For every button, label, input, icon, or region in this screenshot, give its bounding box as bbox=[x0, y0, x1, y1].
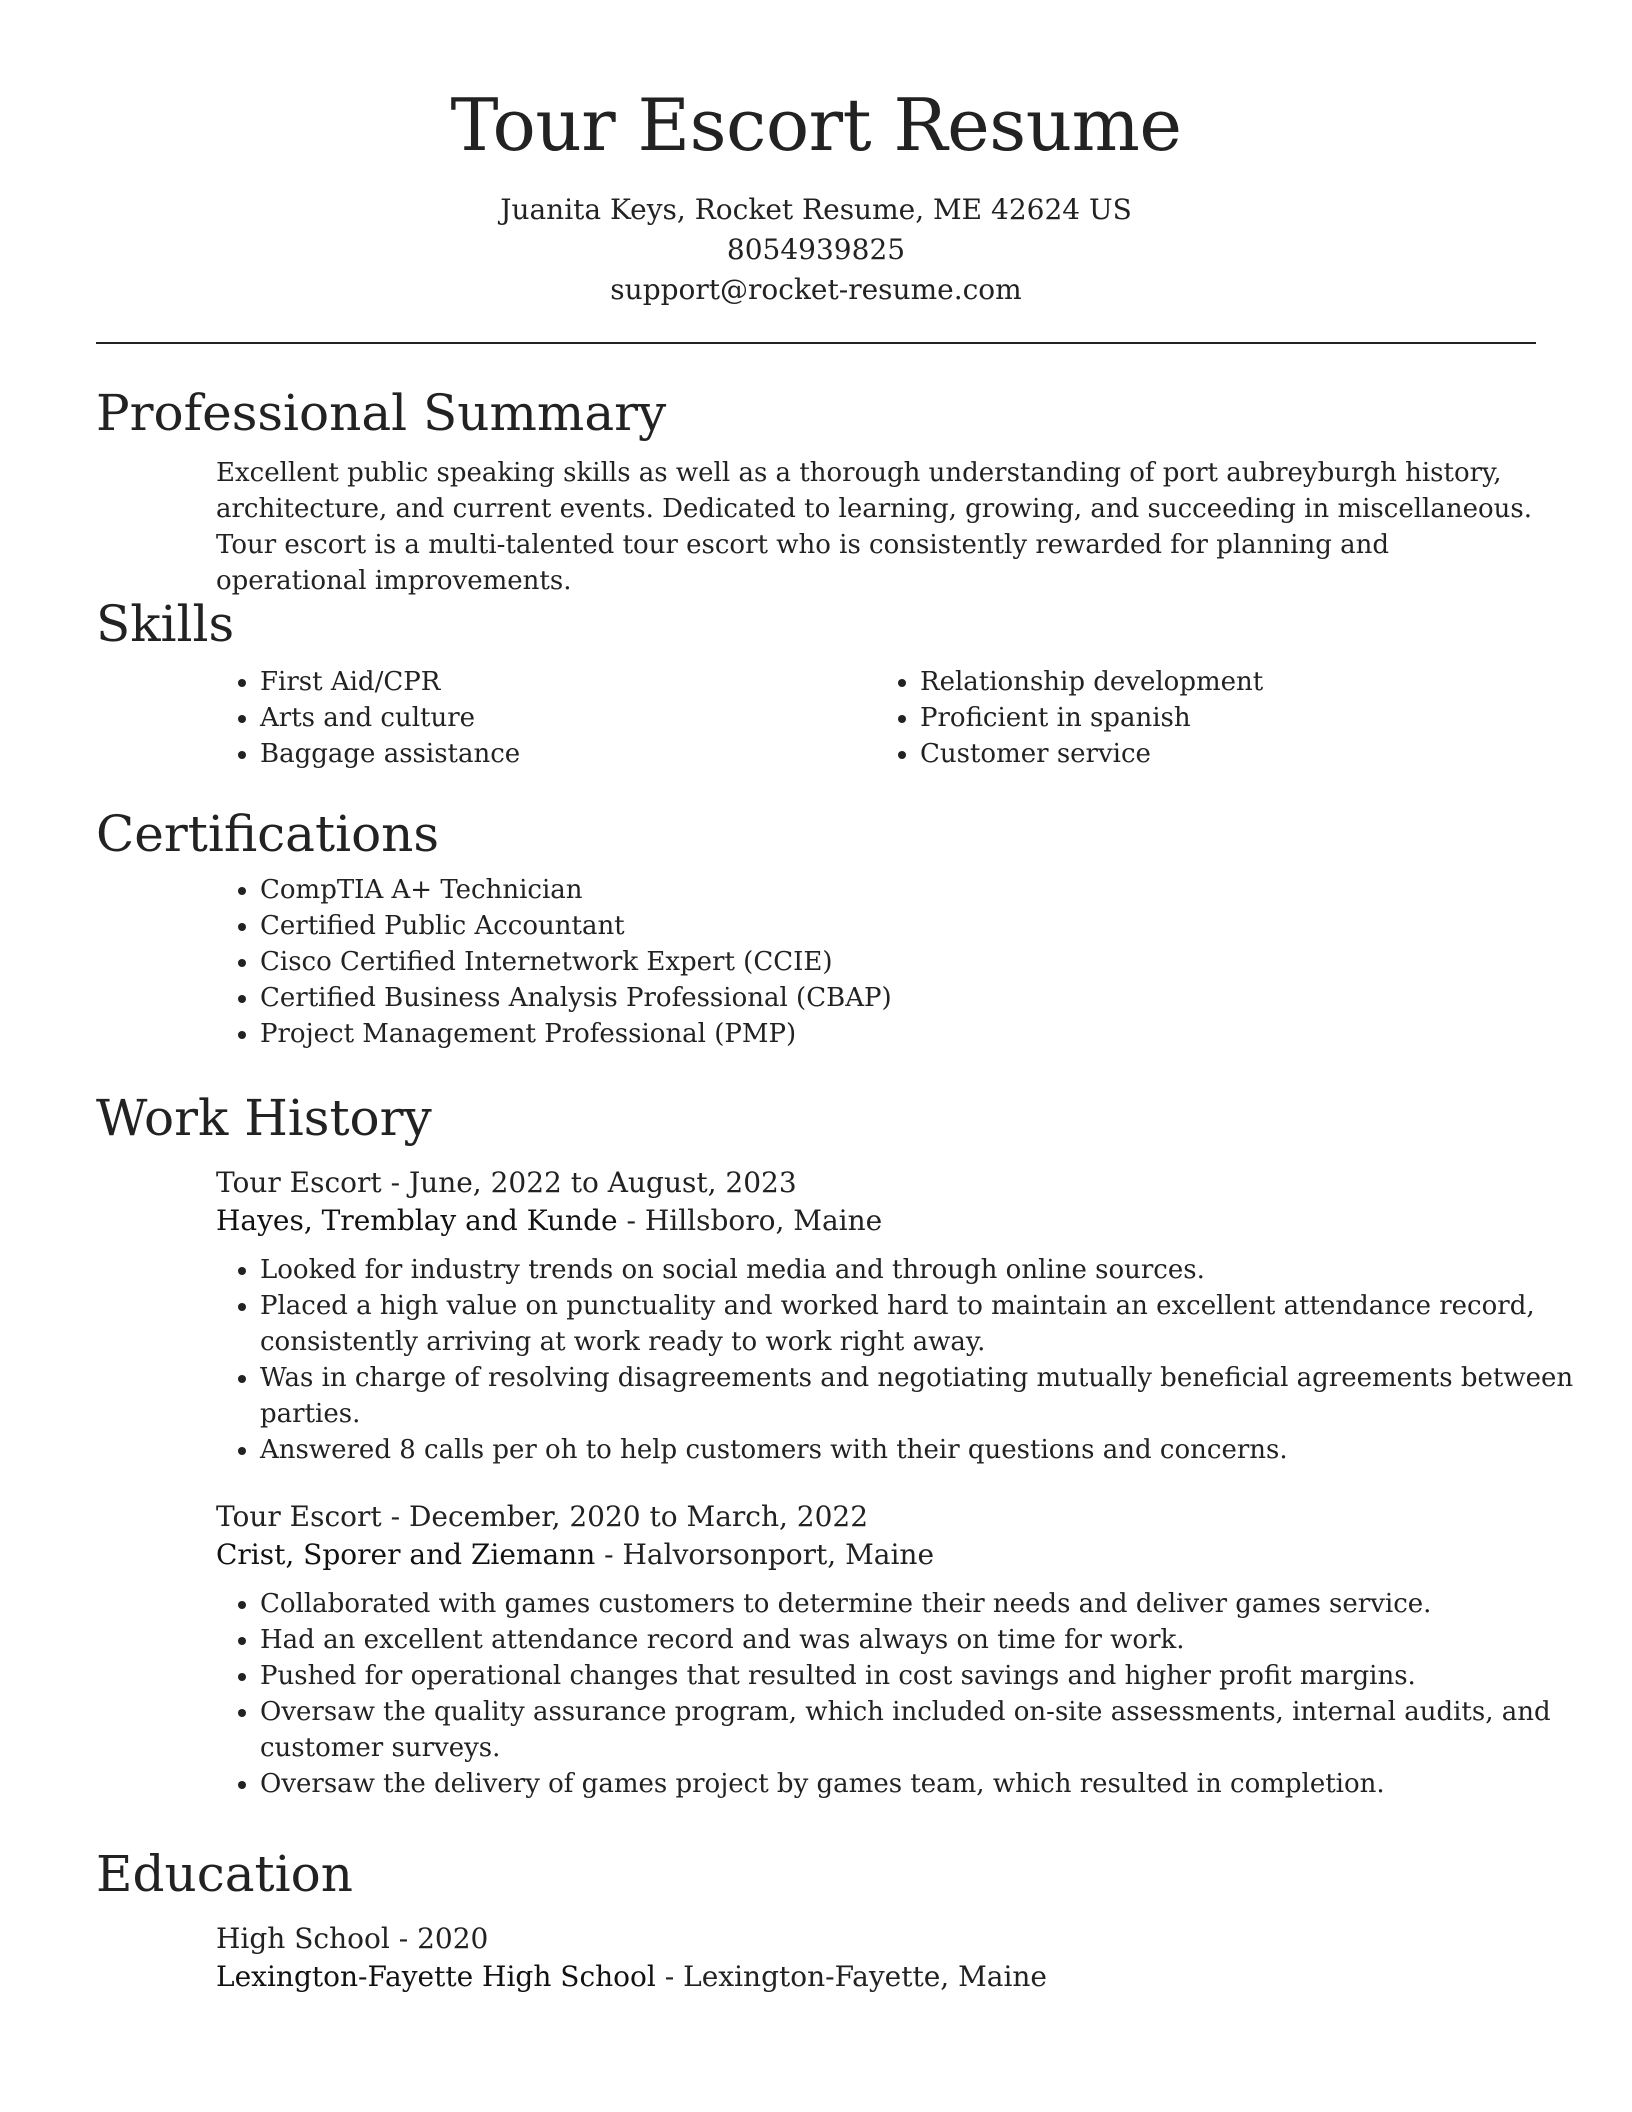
skills-section bbox=[96, 594, 1536, 772]
job-bullets bbox=[216, 1586, 1580, 1802]
job-entry bbox=[216, 1498, 1551, 1802]
job-company: Crist, Sporer and Ziemann bbox=[216, 1538, 596, 1571]
certifications-section bbox=[96, 804, 1536, 1052]
skills-list-left bbox=[216, 664, 876, 772]
skill-item: • Baggage assistance bbox=[260, 736, 876, 772]
job-bullets bbox=[216, 1252, 1580, 1468]
education-school: Lexington-Fayette High School bbox=[216, 1960, 656, 1993]
job-title: Tour Escort bbox=[216, 1166, 382, 1199]
contact-info bbox=[0, 190, 1632, 310]
certification-item: • Project Management Professional (PMP) bbox=[260, 1016, 1536, 1052]
job-bullet: • Was in charge of resolving disagreements and negotiating mutually beneficial agreements between parties. bbox=[260, 1360, 1580, 1432]
job-bullet: • Looked for industry trends on social media and through online sources. bbox=[260, 1252, 1580, 1288]
education-year: 2020 bbox=[417, 1922, 489, 1955]
education-degree-line: High School - 2020 bbox=[216, 1922, 489, 1955]
job-bullet: • Oversaw the quality assurance program, which included on-site assessments, internal audits, and customer surveys. bbox=[260, 1694, 1580, 1766]
summary-text: Excellent public speaking skills as well as a thorough understanding of port aubreyburgh history, architecture, and current events. Dedicated to learning, growing, and succeeding in miscellaneous. Tour escort is a multi-talented tour escort who is consistently rewarded for planning and operational improvements. bbox=[216, 458, 1532, 596]
job-company: Hayes, Tremblay and Kunde bbox=[216, 1204, 618, 1237]
education-location: Lexington-Fayette, Maine bbox=[683, 1960, 1048, 1993]
contact-address: Juanita Keys, Rocket Resume, ME 42624 US bbox=[500, 193, 1132, 226]
skill-item: • Customer service bbox=[920, 736, 1536, 772]
job-dates: June, 2022 to August, 2023 bbox=[408, 1166, 797, 1199]
job-entry bbox=[216, 1164, 1574, 1468]
job-bullet: • Placed a high value on punctuality and worked hard to maintain an excellent attendance record, consistently arriving at work ready to work right away. bbox=[260, 1288, 1580, 1360]
skills-list-right bbox=[876, 664, 1536, 772]
education-section bbox=[96, 1844, 1536, 1996]
job-bullet: • Answered 8 calls per oh to help customers with their questions and concerns. bbox=[260, 1432, 1580, 1468]
certification-item: • Certified Business Analysis Professional (CBAP) bbox=[260, 980, 1536, 1016]
job-location: Halvorsonport, Maine bbox=[622, 1538, 935, 1571]
certification-item: • Certified Public Accountant bbox=[260, 908, 1536, 944]
job-bullet: • Pushed for operational changes that resulted in cost savings and higher profit margins. bbox=[260, 1658, 1580, 1694]
contact-phone: 8054939825 bbox=[726, 233, 906, 266]
header-divider bbox=[96, 342, 1536, 344]
resume-header bbox=[0, 80, 1632, 310]
work-history-heading: Work History bbox=[96, 1089, 432, 1147]
job-title-line: Tour Escort - June, 2022 to August, 2023 bbox=[216, 1166, 797, 1199]
summary-heading: Professional Summary bbox=[96, 384, 667, 442]
certifications-heading: Certifications bbox=[96, 805, 440, 863]
skill-item: • Relationship development bbox=[920, 664, 1536, 700]
job-bullet: • Collaborated with games customers to determine their needs and deliver games service. bbox=[260, 1586, 1580, 1622]
certifications-list bbox=[216, 872, 1536, 1052]
job-bullet: • Had an excellent attendance record and was always on time for work. bbox=[260, 1622, 1580, 1658]
education-school-line: Lexington-Fayette High School - Lexington-Fayette, Maine bbox=[216, 1960, 1048, 1993]
job-bullet: • Oversaw the delivery of games project by games team, which resulted in completion. bbox=[260, 1766, 1580, 1802]
job-title: Tour Escort bbox=[216, 1500, 382, 1533]
certification-item: • Cisco Certified Internetwork Expert (CCIE) bbox=[260, 944, 1536, 980]
job-dates: December, 2020 to March, 2022 bbox=[408, 1500, 869, 1533]
skill-item: • Arts and culture bbox=[260, 700, 876, 736]
education-degree: High School bbox=[216, 1922, 390, 1955]
education-entry bbox=[216, 1920, 1536, 1996]
skill-item: • First Aid/CPR bbox=[260, 664, 876, 700]
skill-item: • Proficient in spanish bbox=[920, 700, 1536, 736]
job-company-line: Hayes, Tremblay and Kunde - Hillsboro, Maine bbox=[216, 1204, 883, 1237]
certification-item: • CompTIA A+ Technician bbox=[260, 872, 1536, 908]
job-company-line: Crist, Sporer and Ziemann - Halvorsonport, Maine bbox=[216, 1538, 935, 1571]
summary-section bbox=[96, 383, 1536, 599]
education-heading: Education bbox=[96, 1845, 353, 1903]
contact-email: support@rocket-resume.com bbox=[610, 273, 1022, 306]
work-history-section bbox=[96, 1088, 1574, 1802]
skills-heading: Skills bbox=[96, 595, 235, 653]
job-title-line: Tour Escort - December, 2020 to March, 2022 bbox=[216, 1500, 869, 1533]
job-location: Hillsboro, Maine bbox=[644, 1204, 883, 1237]
resume-title: Tour Escort Resume bbox=[450, 83, 1182, 167]
